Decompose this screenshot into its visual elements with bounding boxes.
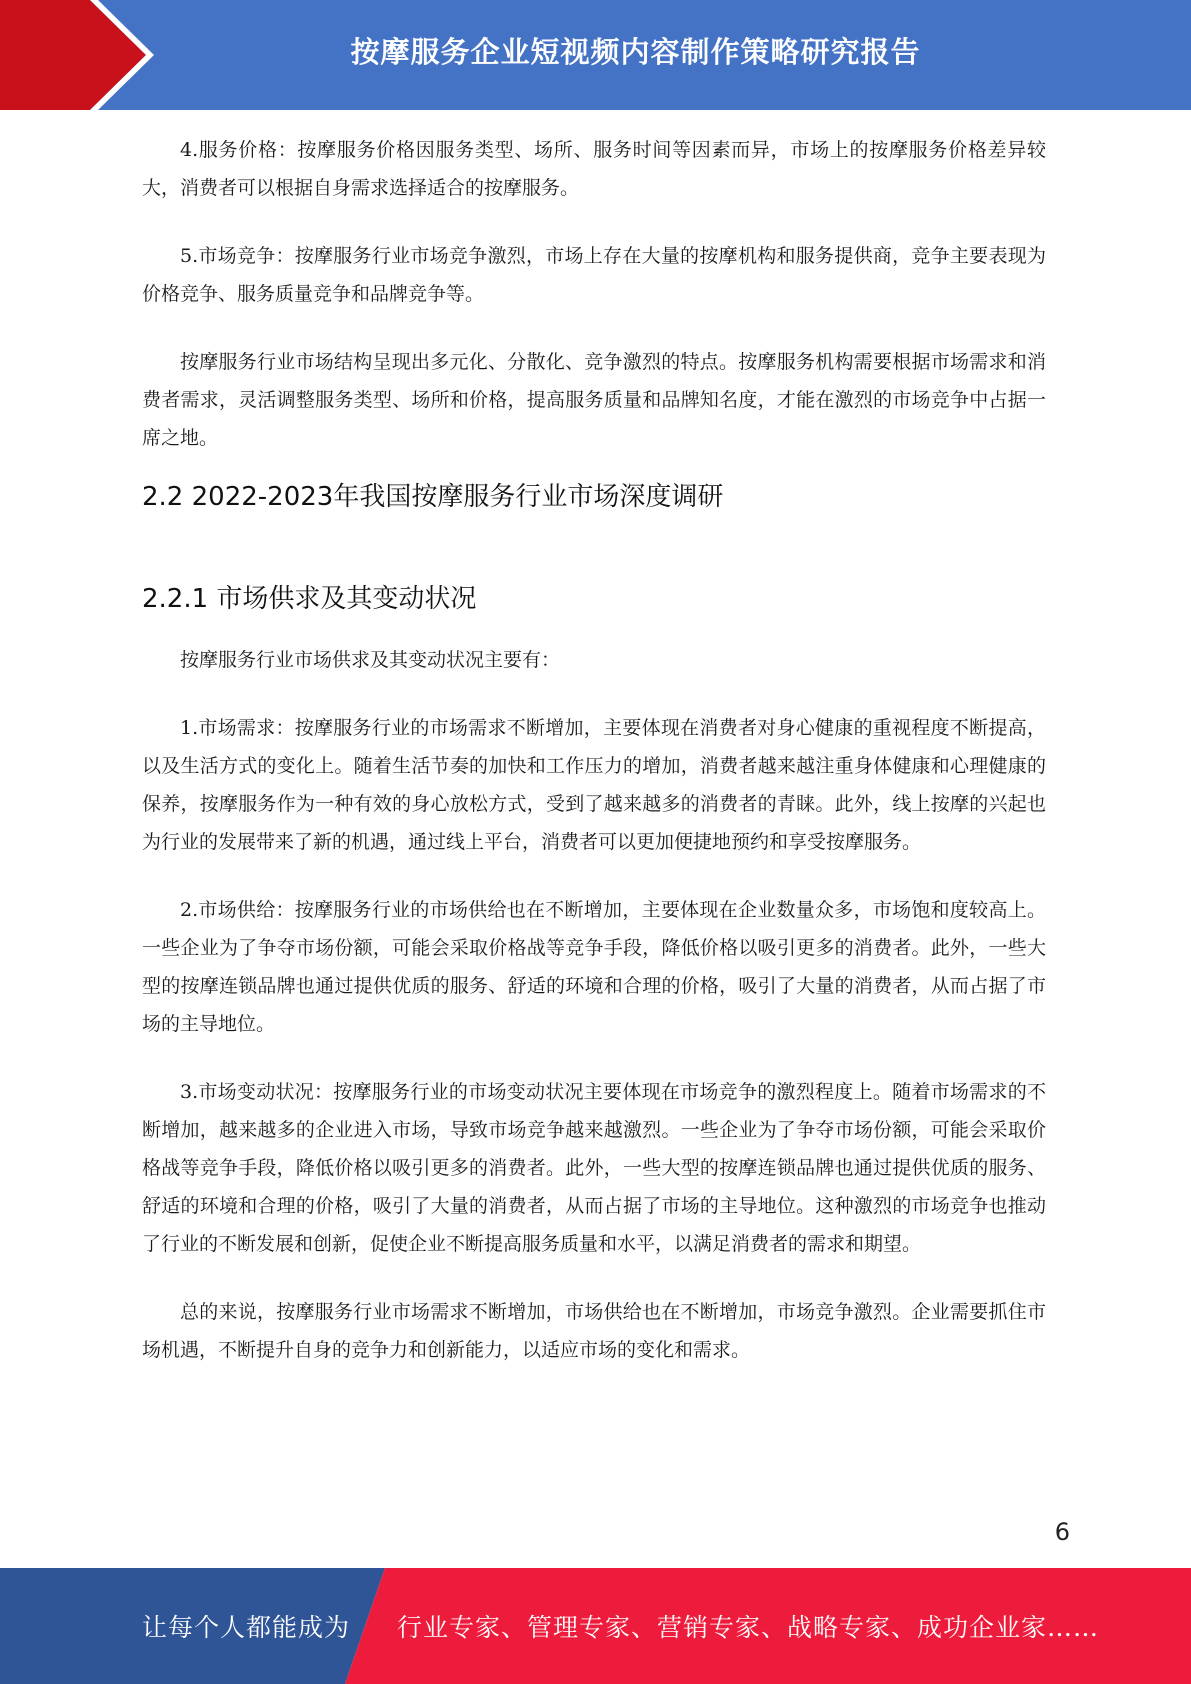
paragraph-market-structure: 按摩服务行业市场结构呈现出多元化、分散化、竞争激烈的特点。按摩服务机构需要根据市场需求和消费者需求，灵活调整服务类型、场所和价格，提高服务质量和品牌知名度，才能在激烈的市场竞争中占据一席之地。 [142, 351, 1046, 449]
footer-bar [0, 1568, 1191, 1684]
footer-slogan-right: 行业专家、管理专家、营销专家、战略专家、成功企业家…… [397, 1613, 1100, 1642]
paragraph-market-change: 3.市场变动状况：按摩服务行业的市场变动状况主要体现在市场竞争的激烈程度上。随着市场需求的不断增加，越来越多的企业进入市场，导致市场竞争越来越激烈。一些企业为了争夺市场份额，可能会采取价格战等竞争手段，降低价格以吸引更多的消费者。此外，一些大型的按摩连锁品牌也通过提供优质的服务、舒适的环境和合理的价格，吸引了大量的消费者，从而占据了市场的主导地位。这种激烈的市场竞争也推动了行业的不断发展和创新，促使企业不断提高服务质量和水平，以满足消费者的需求和期望。 [142, 1081, 1046, 1255]
page-number: 6 [1054, 1518, 1070, 1546]
paragraph-market-demand: 1.市场需求：按摩服务行业的市场需求不断增加，主要体现在消费者对身心健康的重视程度不断提高，以及生活方式的变化上。随着生活节奏的加快和工作压力的增加，消费者越来越注重身体健康和心理健康的保养，按摩服务作为一种有效的身心放松方式，受到了越来越多的消费者的青睐。此外，线上按摩的兴起也为行业的发展带来了新的机遇，通过线上平台，消费者可以更加便捷地预约和享受按摩服务。 [142, 717, 1046, 853]
section-heading: 2.2 2022-2023年我国按摩服务行业市场深度调研 [142, 482, 724, 512]
header-chevron-decoration [0, 0, 160, 110]
subsection-heading: 2.2.1 市场供求及其变动状况 [142, 584, 477, 614]
page-content [142, 131, 1046, 1369]
footer-slogan-left: 让每个人都能成为 [142, 1613, 351, 1642]
paragraph-conclusion: 总的来说，按摩服务行业市场需求不断增加，市场供给也在不断增加，市场竞争激烈。企业需要抓住市场机遇，不断提升自身的竞争力和创新能力，以适应市场的变化和需求。 [142, 1301, 1046, 1361]
paragraph-service-price: 4.服务价格：按摩服务价格因服务类型、场所、服务时间等因素而异，市场上的按摩服务价格差异较大，消费者可以根据自身需求选择适合的按摩服务。 [142, 139, 1046, 199]
paragraph-market-supply: 2.市场供给：按摩服务行业的市场供给也在不断增加，主要体现在企业数量众多，市场饱和度较高上。一些企业为了争夺市场份额，可能会采取价格战等竞争手段，降低价格以吸引更多的消费者。此外，一些大型的按摩连锁品牌也通过提供优质的服务、舒适的环境和合理的价格，吸引了大量的消费者，从而占据了市场的主导地位。 [142, 899, 1046, 1035]
paragraph-market-competition: 5.市场竞争：按摩服务行业市场竞争激烈，市场上存在大量的按摩机构和服务提供商，竞争主要表现为价格竞争、服务质量竞争和品牌竞争等。 [142, 245, 1046, 305]
paragraph-intro: 按摩服务行业市场供求及其变动状况主要有： [180, 649, 561, 671]
report-title: 按摩服务企业短视频内容制作策略研究报告 [350, 34, 921, 69]
header-bar [0, 0, 1191, 110]
